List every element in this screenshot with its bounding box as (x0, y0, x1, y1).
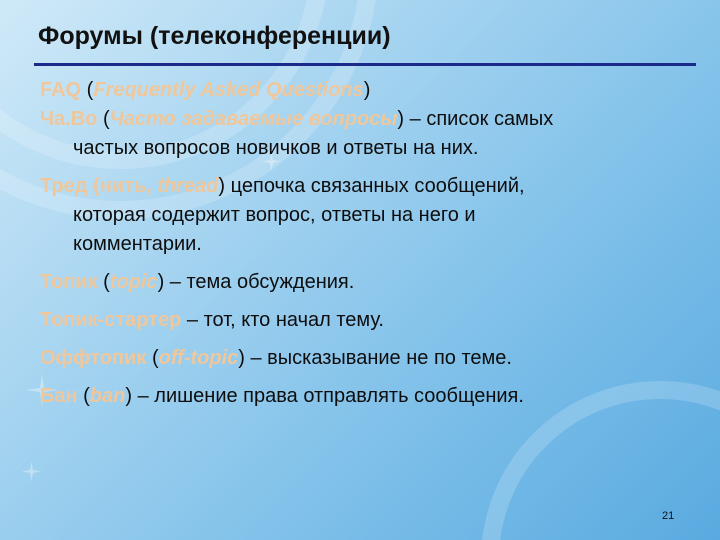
list-item-offtopic (40, 344, 680, 373)
paren-close: ) (363, 79, 371, 101)
paren-close: ) (218, 175, 226, 197)
paren-close: ) (157, 271, 165, 293)
paren-open: ( (77, 385, 90, 407)
term-english: topic (109, 271, 158, 293)
term-english: off-topic (158, 347, 239, 369)
definition: – тема обсуждения. (164, 271, 355, 293)
list-item-topic-starter (40, 306, 680, 335)
paren-close: ) (397, 108, 405, 130)
slide-body (40, 76, 680, 420)
term-english: Часто задаваемые вопросы (109, 108, 398, 130)
term: Топик (40, 271, 98, 293)
paren-close: ) (238, 347, 245, 369)
list-item-faq (40, 76, 680, 105)
term: Бан (40, 385, 78, 407)
title-divider (34, 63, 696, 66)
term: Ча.Во (40, 108, 98, 130)
list-item-topic (40, 268, 680, 297)
term: Топик-стартер (40, 309, 182, 331)
definition: – список самых (404, 108, 554, 130)
paren-open: ( (146, 347, 159, 369)
term-english: thread (157, 175, 219, 197)
definition: – тот, кто начал тему. (181, 309, 384, 331)
definition-continued: которая содержит вопрос, ответы на него и (73, 204, 476, 226)
term-english: Frequently Asked Questions (93, 79, 364, 101)
definition: – высказывание не по теме. (244, 347, 512, 369)
slide-title: Форумы (телеконференции) (38, 22, 391, 50)
term: FAQ (40, 79, 82, 101)
definition-continued: частых вопросов новичков и ответы на них. (73, 137, 479, 159)
page-number: 21 (662, 510, 675, 522)
term: Тред (нить, (40, 175, 152, 197)
list-item-ban (40, 382, 680, 411)
term-english: ban (89, 385, 126, 407)
list-item-thread (40, 172, 680, 259)
definition-continued: комментарии. (73, 233, 202, 255)
definition: цепочка связанных сообщений, (225, 175, 525, 197)
paren-close: ) (125, 385, 133, 407)
paren-open: ( (97, 108, 110, 130)
definition: – лишение права отправлять сообщения. (132, 385, 524, 407)
paren-open: ( (97, 271, 110, 293)
term: Оффтопик (40, 347, 147, 369)
paren-open: ( (81, 79, 94, 101)
list-item-chavo (40, 105, 680, 163)
